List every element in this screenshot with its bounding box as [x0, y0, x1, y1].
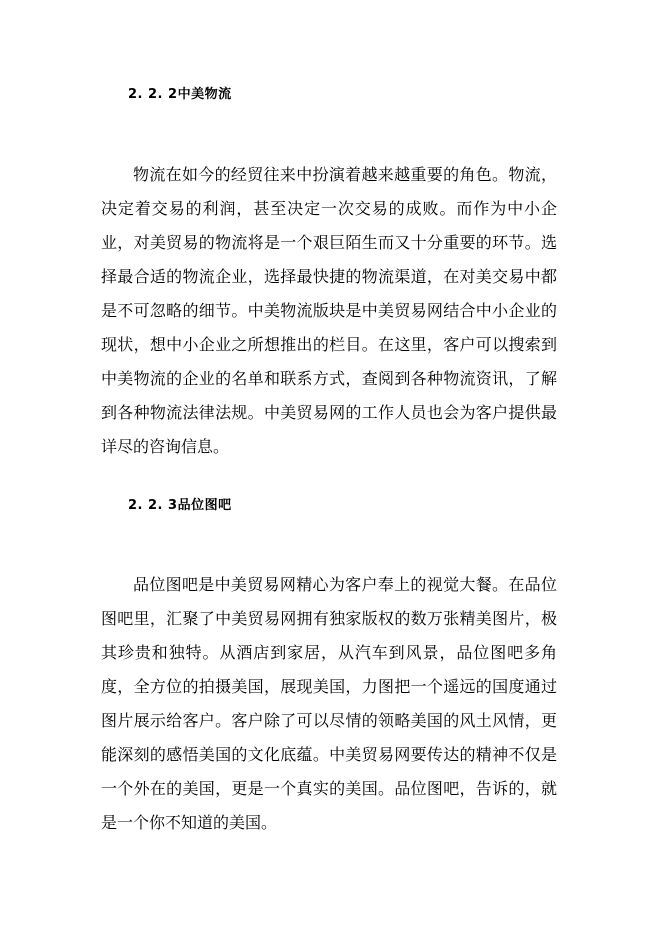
section-paragraph-photo-gallery: 品位图吧是中美贸易网精心为客户奉上的视觉大餐。在品位图吧里，汇聚了中美贸易网拥有独家版权的数万张精美图片，极其珍贵和独特。从酒店到家居，从汽车到风景，品位图吧多角度，全方位的拍摄美国，展现美国，力图把一个遥远的国度通过图片展示给客户。客户除了可以尽情的领略美国的风土风情，更能深刻的感悟美国的文化底蕴。中美贸易网要传达的精神不仅是一个外在的美国，更是一个真实的美国。品位图吧，告诉的，就是一个你不知道的美国。: [101, 575, 557, 832]
section-heading-photo-gallery: 2. 2. 3品位图吧: [128, 498, 232, 513]
section-heading-logistics: 2. 2. 2中美物流: [128, 87, 232, 102]
section-paragraph-logistics: 物流在如今的经贸往来中扮演着越来越重要的角色。物流，决定着交易的利润，甚至决定一次交易的成败。而作为中小企业，对美贸易的物流将是一个艰巨陌生而又十分重要的环节。选择最合适的物流企业，选择最快捷的物流渠道，在对美交易中都是不可忽略的细节。中美物流版块是中美贸易网结合中小企业的现状，想中小企业之所想推出的栏目。在这里，客户可以搜索到中美物流的企业的名单和联系方式，查阅到各种物流资讯，了解到各种物流法律法规。中美贸易网的工作人员也会为客户提供最详尽的咨询信息。: [101, 165, 557, 456]
